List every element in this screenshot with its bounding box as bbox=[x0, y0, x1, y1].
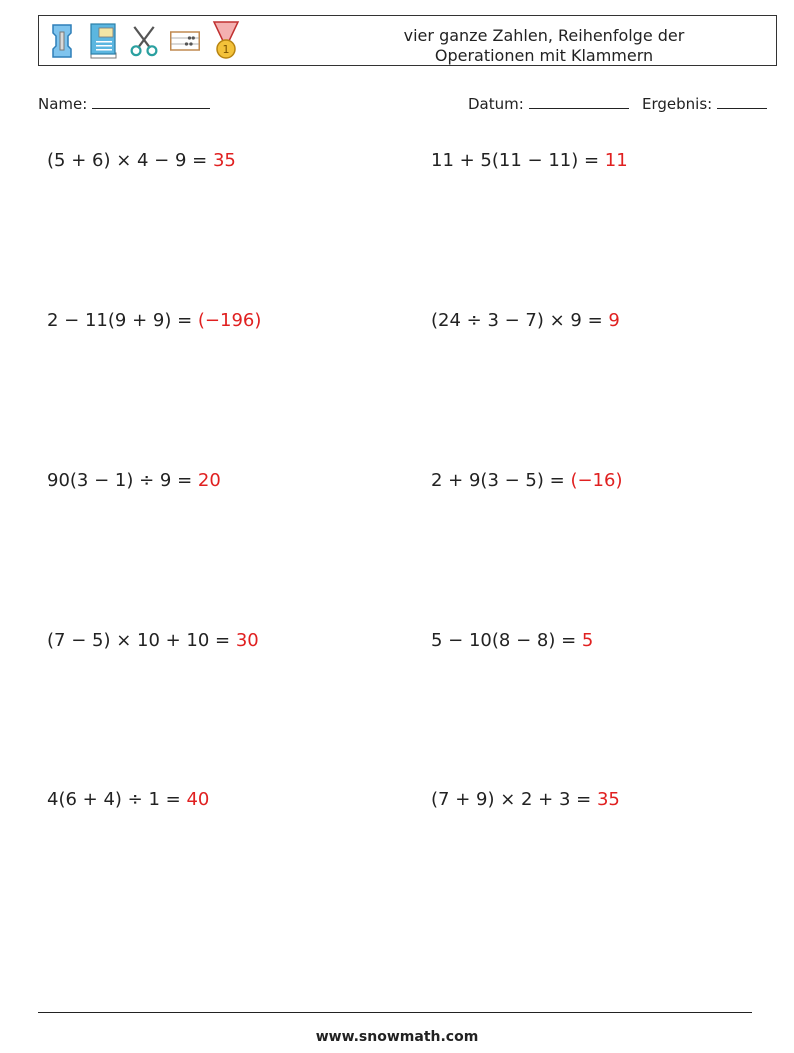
problem-expression: (24 ÷ 3 − 7) × 9 = bbox=[431, 310, 609, 331]
problem-9 bbox=[47, 789, 209, 810]
problem-answer: 20 bbox=[197, 470, 221, 491]
problem-expression: 2 + 9(3 − 5) = bbox=[431, 470, 571, 491]
problem-expression: (5 + 6) × 4 − 9 = bbox=[47, 150, 213, 171]
name-label: Name: bbox=[38, 95, 88, 113]
pencil-sharpener-icon bbox=[47, 21, 77, 61]
problem-answer: 5 bbox=[581, 630, 594, 651]
name-field[interactable] bbox=[38, 94, 210, 113]
book-icon bbox=[88, 21, 118, 61]
problem-answer: 9 bbox=[608, 310, 620, 331]
scissors-icon bbox=[129, 21, 159, 61]
date-blank[interactable] bbox=[529, 94, 629, 109]
date-label: Datum: bbox=[468, 95, 524, 113]
problem-4 bbox=[431, 310, 620, 331]
problem-answer: (−196) bbox=[197, 310, 262, 331]
footer-divider bbox=[38, 1012, 752, 1013]
problem-8 bbox=[431, 630, 593, 651]
problem-3 bbox=[47, 310, 261, 331]
problem-expression: (7 + 9) × 2 + 3 = bbox=[431, 789, 597, 810]
result-blank[interactable] bbox=[717, 94, 767, 109]
worksheet-header bbox=[38, 15, 777, 66]
problem-expression: 11 + 5(11 − 11) = bbox=[431, 150, 605, 171]
problem-1 bbox=[47, 150, 236, 171]
icon-row bbox=[47, 20, 252, 62]
problem-expression: (7 − 5) × 10 + 10 = bbox=[47, 630, 236, 651]
title-line-1: vier ganze Zahlen, Reihenfolge der bbox=[403, 26, 685, 45]
problem-10 bbox=[431, 789, 620, 810]
medal-number: 1 bbox=[222, 43, 230, 56]
problem-expression: 5 − 10(8 − 8) = bbox=[431, 630, 582, 651]
problem-answer: 35 bbox=[212, 150, 236, 171]
problem-answer: 11 bbox=[604, 150, 628, 171]
problem-7 bbox=[47, 630, 259, 651]
problem-5 bbox=[47, 470, 221, 491]
problem-answer: 35 bbox=[596, 789, 620, 810]
abacus-icon bbox=[170, 21, 200, 61]
date-field[interactable] bbox=[468, 94, 629, 113]
problem-answer: (−16) bbox=[570, 470, 623, 491]
result-field[interactable] bbox=[642, 94, 767, 113]
footer-url[interactable]: www.snowmath.com bbox=[315, 1029, 479, 1045]
medal-icon bbox=[211, 21, 241, 61]
problem-expression: 2 − 11(9 + 9) = bbox=[47, 310, 198, 331]
result-label: Ergebnis: bbox=[642, 95, 713, 113]
worksheet-title bbox=[364, 26, 724, 66]
problem-answer: 30 bbox=[235, 630, 259, 651]
title-line-2: Operationen mit Klammern bbox=[434, 46, 654, 65]
problem-expression: 4(6 + 4) ÷ 1 = bbox=[47, 789, 187, 810]
name-blank[interactable] bbox=[92, 94, 210, 109]
problem-answer: 40 bbox=[186, 789, 210, 810]
problem-2 bbox=[431, 150, 628, 171]
problem-6 bbox=[431, 470, 622, 491]
problem-expression: 90(3 − 1) ÷ 9 = bbox=[47, 470, 198, 491]
